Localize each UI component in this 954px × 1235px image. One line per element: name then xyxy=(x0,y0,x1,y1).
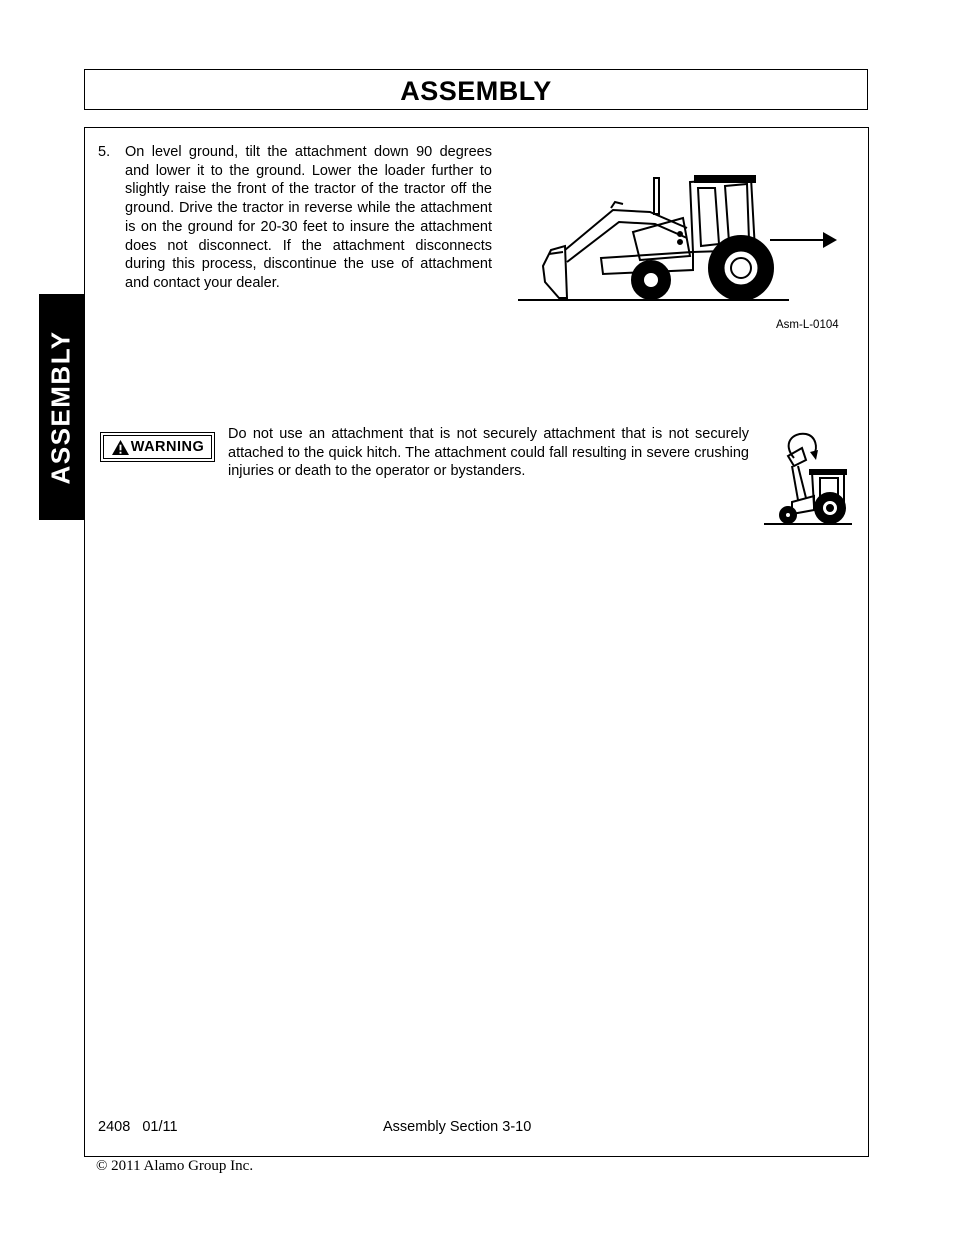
warning-badge xyxy=(100,432,215,462)
warning-triangle-icon xyxy=(111,439,130,456)
warning-word: WARNING xyxy=(130,439,205,455)
step-text: On level ground, tilt the attachment down 90 degrees and lower it to the ground. Lower the loader further to slightly raise the front of the tractor of the tractor off the ground. Drive the tractor in reverse while the attachment is on the ground for 20-30 feet to insure the attachment does not disconnect. If the attachment disconnects during this process, discontinue the use of attachment and contact your dealer. xyxy=(125,144,492,291)
header-box xyxy=(84,69,868,110)
copyright: © 2011 Alamo Group Inc. xyxy=(96,1158,254,1174)
page-title: ASSEMBLY xyxy=(400,75,552,106)
footer-model-date: 2408 01/11 xyxy=(98,1119,178,1135)
tractor-rollover-hazard-icon xyxy=(762,430,854,526)
step-number: 5. xyxy=(98,144,111,160)
figure-label: Asm-L-0104 xyxy=(776,319,839,331)
warning-text: Do not use an attachment that is not securely attachment that is not securely attached to the quick hitch. The attachment could fall resulting in severe crushing injuries or death to the operator or bystanders. xyxy=(228,426,749,480)
warning-badge-inner xyxy=(103,435,212,459)
footer-section: Assembly Section 3-10 xyxy=(383,1119,532,1135)
tractor-with-loader-reversing-icon xyxy=(515,170,845,306)
step-5 xyxy=(98,143,492,293)
side-tab-label: ASSEMBLY xyxy=(46,329,77,485)
side-tab xyxy=(39,294,84,520)
